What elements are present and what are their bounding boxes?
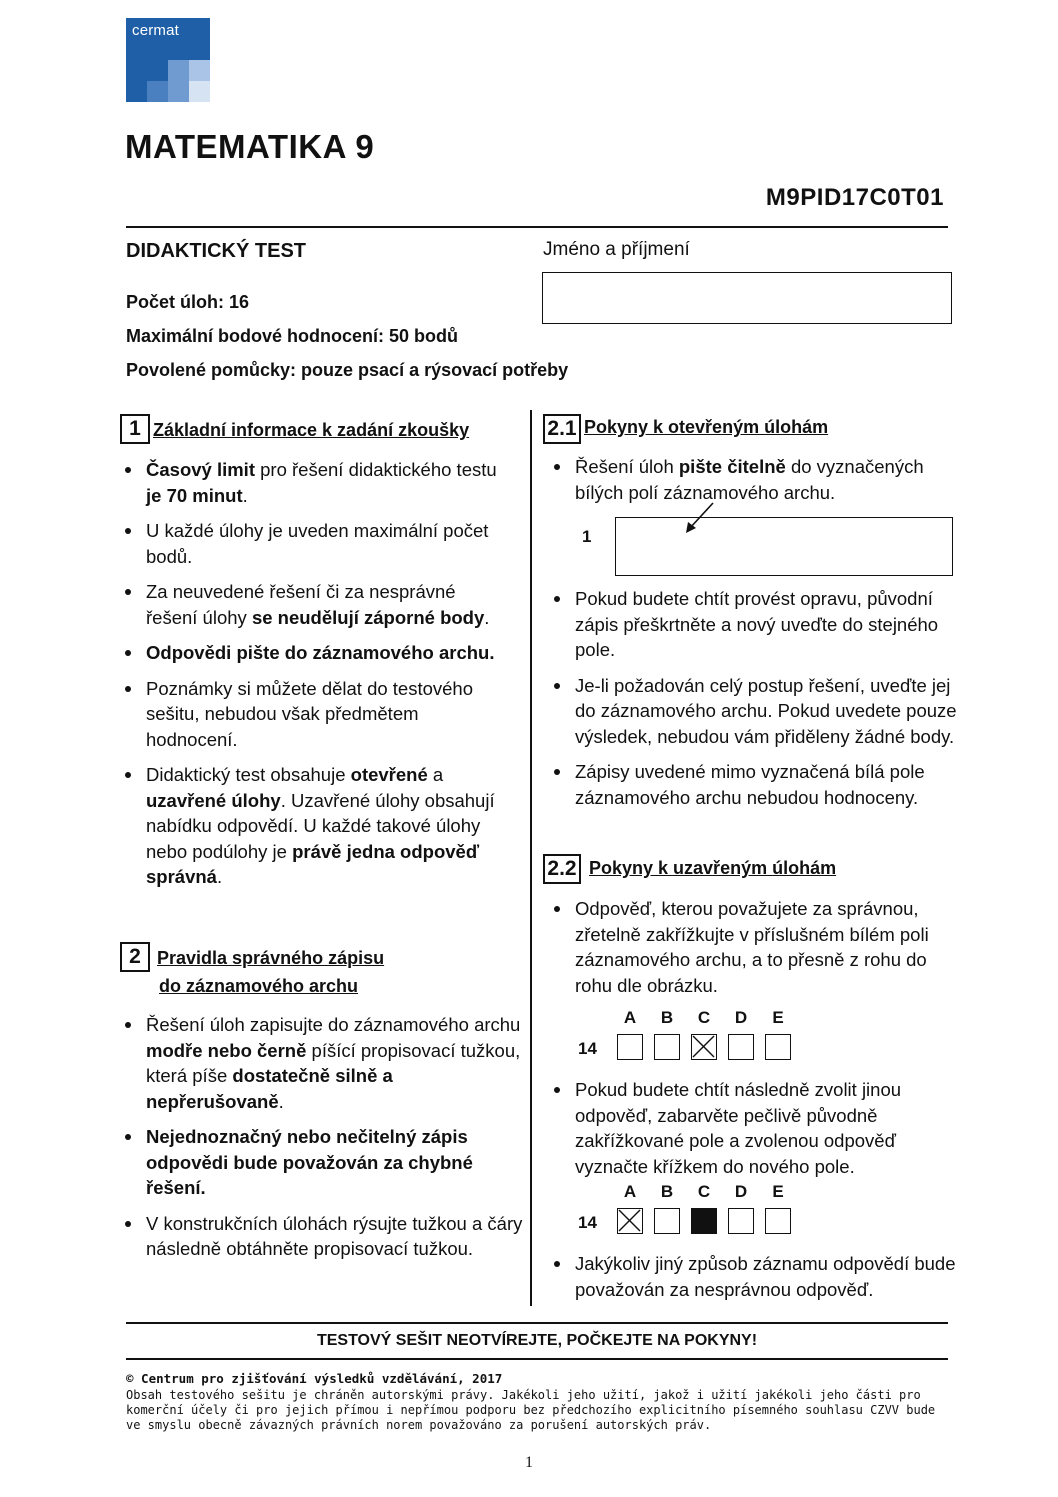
- grid-letter: A: [623, 1008, 637, 1027]
- text: a: [427, 764, 444, 785]
- bold-text: Odpovědi pište do záznamového archu.: [146, 642, 495, 663]
- list-item: [553, 896, 953, 998]
- meta-max-points: Maximální bodové hodnocení: 50 bodů: [126, 326, 459, 346]
- grid-letter: A: [623, 1182, 637, 1201]
- bold-text: uzavřené úlohy: [146, 789, 281, 811]
- text: pro řešení didaktického testu: [255, 459, 497, 480]
- answer-cell-empty: [617, 1034, 643, 1060]
- bold-text: právě jedna odpověď správná: [146, 840, 480, 887]
- header-rule: [126, 226, 948, 228]
- text: U každé úlohy je uveden maximální počet bodů.: [146, 520, 489, 567]
- section-2-1-first-item: [553, 454, 953, 505]
- text: do vyznačených bílých polí záznamového archu.: [575, 456, 924, 503]
- demo-task-number: 1: [582, 527, 592, 546]
- text: .: [484, 606, 490, 628]
- text: Poznámky si můžete dělat do testového sešitu, nebudou však předmětem hodnocení.: [146, 677, 474, 750]
- section-1-title: Základní informace k zadání zkoušky: [153, 420, 470, 440]
- answer-cell-filled: [691, 1208, 717, 1234]
- text: Řešení úloh: [575, 456, 679, 477]
- section-2-title-line1: Pravidla správného zápisu: [157, 948, 385, 968]
- list-item: [553, 1251, 958, 1302]
- name-field[interactable]: [542, 272, 952, 324]
- text: Didaktický test obsahuje: [146, 764, 351, 785]
- bold-text: pište čitelně: [678, 456, 786, 477]
- text: Zápisy uvedené mimo vyznačená bílá pole záznamového archu nebudou hodnoceny.: [575, 761, 925, 808]
- text: .: [278, 1090, 284, 1112]
- section-1-list: [124, 457, 509, 890]
- list-item: [124, 457, 509, 508]
- footer-rule-top: [126, 1322, 948, 1324]
- page-title: MATEMATIKA 9: [125, 128, 375, 165]
- section-2-2-item-3: [553, 1251, 958, 1302]
- list-item: [124, 640, 509, 666]
- grid-letter: D: [734, 1182, 748, 1201]
- text: Pokud budete chtít následně zvolit jinou odpověď, zabarvěte pečlivě původně zakřížkované pole a zvolenou odpověď vyznačte křížkem do nového pole.: [575, 1079, 902, 1177]
- text: .: [216, 866, 223, 887]
- grid-letter: C: [697, 1182, 711, 1201]
- text: Řešení úloh zapisujte do záznamového archu: [146, 1014, 521, 1035]
- text: Za neuvedené řešení či za nesprávné řešení úlohy: [146, 581, 456, 628]
- list-item: [553, 673, 958, 750]
- answer-cell-empty: [728, 1034, 754, 1060]
- answer-cell-empty: [654, 1034, 680, 1060]
- section-2-2-number: 2.2: [543, 854, 581, 884]
- answer-cell-empty: [765, 1034, 791, 1060]
- copyright-heading: © Centrum pro zjišťování výsledků vzdělávání, 2017: [126, 1371, 503, 1386]
- grid-letter: D: [734, 1008, 748, 1027]
- subtitle: DIDAKTICKÝ TEST: [126, 240, 306, 262]
- demo-answer-box: [615, 517, 953, 576]
- answer-cell-empty: [765, 1208, 791, 1234]
- meta-aids: Povolené pomůcky: pouze psací a rýsovací potřeby: [126, 360, 569, 380]
- meta-tasks: Počet úloh: 16: [126, 292, 250, 312]
- grid-row-label: 14: [578, 1039, 597, 1058]
- bold-text: Časový limit: [146, 459, 255, 480]
- section-2-1-title: Pokyny k otevřeným úlohám: [584, 417, 829, 437]
- name-label: Jméno a příjmení: [543, 239, 690, 260]
- answer-grid-example-2: [575, 1182, 815, 1242]
- text: Je-li požadován celý postup řešení, uveďte jej do záznamového archu. Pokud uvedete pouze výsledek, nebudou vám přiděleny žádné body.: [575, 674, 957, 747]
- page-number: 1: [525, 1454, 533, 1471]
- list-item: [553, 1077, 953, 1179]
- copyright-text: Obsah testového sešitu je chráněn autorskými právy. Jakékoli jeho užití, jakož i užití jakékoli jeho části pro komerční účely či pro jejich přímou i nepřímou podporu bez předchozího explicitního písemného souhlasu CZVV bude ve smyslu obecně závazných právních norem považováno za porušení autorských práv.: [126, 1388, 936, 1432]
- answer-grid-example-1: [575, 1008, 815, 1068]
- section-2-list: [124, 1012, 524, 1262]
- list-item: [124, 676, 509, 753]
- answer-cell-empty: [728, 1208, 754, 1234]
- cermat-logo: [126, 18, 210, 102]
- bold-text: Nejednoznačný nebo nečitelný zápis odpovědi bude považován za chybné řešení.: [146, 1126, 473, 1198]
- text: Jakýkoliv jiný způsob záznamu odpovědí bude považován za nesprávnou odpověď.: [575, 1253, 956, 1300]
- logo-text: cermat: [132, 22, 180, 39]
- section-2-2-item-2: [553, 1077, 953, 1179]
- bold-text: modře nebo černě: [146, 1039, 307, 1061]
- list-item: [553, 586, 958, 663]
- section-2-1-number: 2.1: [543, 414, 581, 444]
- section-2-number: 2: [120, 942, 150, 972]
- logo-square: [147, 81, 168, 102]
- text: .: [242, 484, 248, 506]
- grid-letter: C: [697, 1008, 711, 1027]
- list-item: [553, 454, 953, 505]
- text: V konstrukčních úlohách rýsujte tužkou a čáry následně obtáhněte propisovací tužkou.: [146, 1212, 523, 1259]
- bold-text: je 70 minut: [146, 484, 243, 506]
- text: . Uzavřené úlohy obsahují nabídku odpovědí. U každé takové úlohy nebo podúlohy je: [146, 789, 495, 862]
- list-item: [124, 1211, 524, 1262]
- list-item: [124, 762, 509, 890]
- list-item: [553, 759, 958, 810]
- section-2-title-line2: do záznamového archu: [159, 976, 359, 996]
- answer-cell-cross: [691, 1034, 717, 1060]
- grid-letter: B: [660, 1008, 674, 1027]
- text: píšící propisovací tužkou, která píše: [146, 1039, 521, 1086]
- warning-text: TESTOVÝ SEŠIT NEOTVÍREJTE, POČKEJTE NA POKYNY!: [316, 1332, 758, 1349]
- bold-text: otevřené: [350, 764, 428, 785]
- list-item: [124, 579, 509, 630]
- list-item: [124, 518, 509, 569]
- arrow-icon: [680, 498, 720, 538]
- answer-cell-cross: [617, 1208, 643, 1234]
- bold-text: dostatečně silně a nepřerušovaně: [146, 1065, 393, 1112]
- section-2-2-item-1: [553, 896, 953, 998]
- text: Odpověď, kterou považujete za správnou, zřetelně zakřížkujte v příslušném bílém poli záznamového archu, a to přesně z rohu do rohu dle obrázku.: [575, 898, 929, 996]
- text: Pokud budete chtít provést opravu, původní zápis přeškrtněte a nový uveďte do stejného pole.: [575, 588, 939, 660]
- column-divider: [530, 410, 532, 1306]
- logo-square: [189, 81, 210, 102]
- grid-letter: E: [772, 1008, 784, 1027]
- grid-letter: B: [660, 1182, 674, 1201]
- answer-cell-empty: [654, 1208, 680, 1234]
- footer-rule-bottom: [126, 1358, 948, 1360]
- list-item: [124, 1012, 524, 1114]
- test-code: M9PID17C0T01: [765, 184, 944, 211]
- section-1-number: 1: [120, 414, 150, 444]
- list-item: [124, 1124, 524, 1201]
- grid-row-label: 14: [578, 1213, 597, 1232]
- grid-letter: E: [772, 1182, 784, 1201]
- logo-square: [189, 60, 210, 81]
- section-2-2-title: Pokyny k uzavřeným úlohám: [589, 858, 837, 878]
- section-2-1-list: [553, 586, 958, 810]
- bold-text: se neudělují záporné body: [251, 606, 485, 628]
